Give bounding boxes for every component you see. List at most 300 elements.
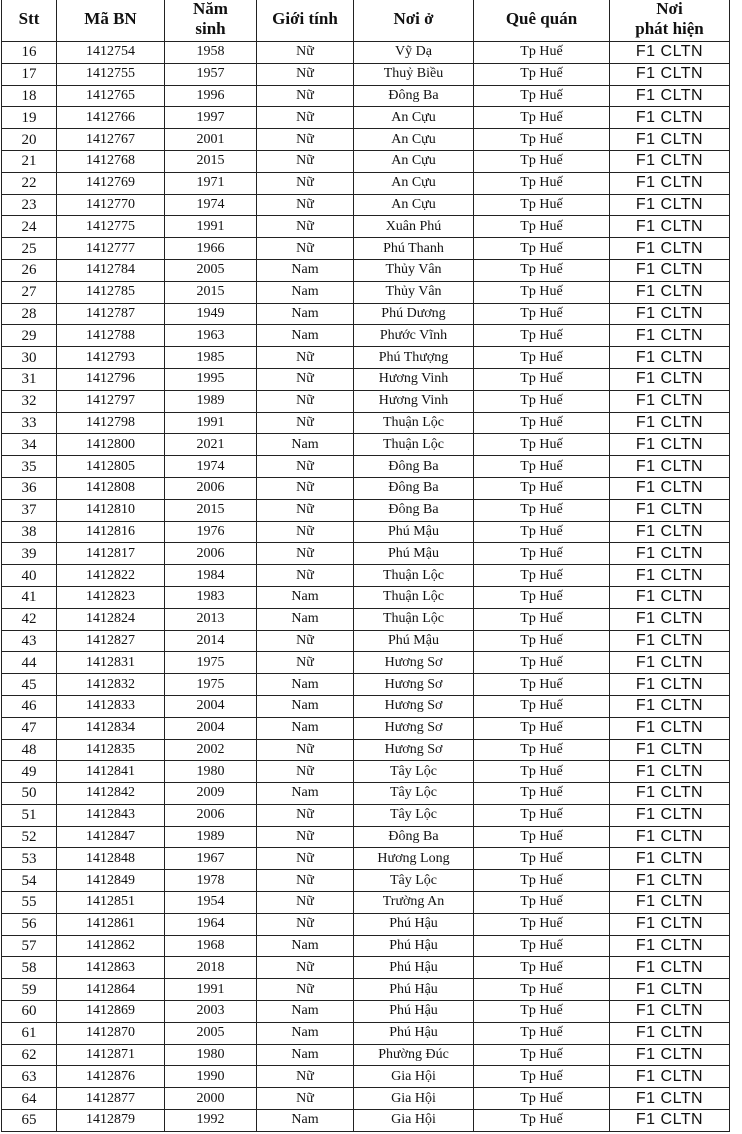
- table-header: [2, 0, 730, 42]
- cell-nam-sinh: 1992: [165, 1110, 257, 1132]
- cell-noi-phat-hien: F1 CLTN: [610, 238, 730, 260]
- cell-noi-o: Thuận Lộc: [354, 586, 474, 608]
- cell-ma-bn: 1412823: [57, 586, 165, 608]
- cell-que-quan: Tp Huế: [474, 608, 610, 630]
- cell-noi-phat-hien: F1 CLTN: [610, 63, 730, 85]
- cell-ma-bn: 1412877: [57, 1088, 165, 1110]
- table-row: [2, 1088, 730, 1110]
- table-row: [2, 368, 730, 390]
- cell-stt: 39: [2, 543, 57, 565]
- cell-noi-o: Đông Ba: [354, 499, 474, 521]
- cell-gioi-tinh: Nữ: [257, 456, 354, 478]
- cell-stt: 62: [2, 1044, 57, 1066]
- cell-nam-sinh: 1985: [165, 347, 257, 369]
- cell-noi-o: Phú Thanh: [354, 238, 474, 260]
- cell-gioi-tinh: Nữ: [257, 63, 354, 85]
- cell-que-quan: Tp Huế: [474, 957, 610, 979]
- cell-stt: 64: [2, 1088, 57, 1110]
- cell-nam-sinh: 1957: [165, 63, 257, 85]
- table-row: [2, 870, 730, 892]
- cell-que-quan: Tp Huế: [474, 586, 610, 608]
- cell-ma-bn: 1412817: [57, 543, 165, 565]
- table-row: [2, 935, 730, 957]
- cell-noi-phat-hien: F1 CLTN: [610, 739, 730, 761]
- cell-stt: 40: [2, 565, 57, 587]
- cell-que-quan: Tp Huế: [474, 194, 610, 216]
- table-row: [2, 42, 730, 64]
- cell-stt: 61: [2, 1022, 57, 1044]
- cell-ma-bn: 1412775: [57, 216, 165, 238]
- cell-stt: 21: [2, 150, 57, 172]
- cell-stt: 43: [2, 630, 57, 652]
- cell-stt: 41: [2, 586, 57, 608]
- cell-noi-o: Thủy Vân: [354, 281, 474, 303]
- cell-nam-sinh: 1991: [165, 216, 257, 238]
- cell-que-quan: Tp Huế: [474, 1110, 610, 1132]
- cell-que-quan: Tp Huế: [474, 390, 610, 412]
- cell-gioi-tinh: Nữ: [257, 521, 354, 543]
- cell-noi-o: Vỹ Dạ: [354, 42, 474, 64]
- table-row: [2, 521, 730, 543]
- cell-gioi-tinh: Nữ: [257, 652, 354, 674]
- cell-stt: 58: [2, 957, 57, 979]
- cell-nam-sinh: 1964: [165, 913, 257, 935]
- cell-nam-sinh: 1989: [165, 826, 257, 848]
- cell-noi-phat-hien: F1 CLTN: [610, 1044, 730, 1066]
- cell-gioi-tinh: Nữ: [257, 1066, 354, 1088]
- header-noi-phat-hien-line1: Nơi: [656, 0, 683, 18]
- cell-que-quan: Tp Huế: [474, 325, 610, 347]
- cell-noi-o: Phước Vĩnh: [354, 325, 474, 347]
- cell-noi-phat-hien: F1 CLTN: [610, 935, 730, 957]
- header-nam-sinh: [165, 0, 257, 42]
- cell-stt: 25: [2, 238, 57, 260]
- cell-noi-phat-hien: F1 CLTN: [610, 456, 730, 478]
- cell-que-quan: Tp Huế: [474, 129, 610, 151]
- cell-ma-bn: 1412824: [57, 608, 165, 630]
- cell-ma-bn: 1412784: [57, 259, 165, 281]
- cell-noi-o: Tây Lộc: [354, 870, 474, 892]
- cell-noi-phat-hien: F1 CLTN: [610, 477, 730, 499]
- cell-nam-sinh: 1984: [165, 565, 257, 587]
- cell-ma-bn: 1412765: [57, 85, 165, 107]
- cell-ma-bn: 1412770: [57, 194, 165, 216]
- cell-noi-o: Phú Mậu: [354, 521, 474, 543]
- cell-que-quan: Tp Huế: [474, 892, 610, 914]
- cell-gioi-tinh: Nữ: [257, 107, 354, 129]
- cell-stt: 18: [2, 85, 57, 107]
- cell-gioi-tinh: Nữ: [257, 390, 354, 412]
- cell-nam-sinh: 2001: [165, 129, 257, 151]
- cell-que-quan: Tp Huế: [474, 1001, 610, 1023]
- cell-stt: 29: [2, 325, 57, 347]
- cell-stt: 23: [2, 194, 57, 216]
- cell-que-quan: Tp Huế: [474, 259, 610, 281]
- cell-gioi-tinh: Nam: [257, 259, 354, 281]
- table-row: [2, 390, 730, 412]
- cell-noi-o: Phú Hậu: [354, 957, 474, 979]
- cell-que-quan: Tp Huế: [474, 1066, 610, 1088]
- cell-stt: 46: [2, 695, 57, 717]
- table-row: [2, 979, 730, 1001]
- cell-gioi-tinh: Nữ: [257, 739, 354, 761]
- cell-noi-o: Hương Sơ: [354, 652, 474, 674]
- cell-stt: 38: [2, 521, 57, 543]
- cell-noi-phat-hien: F1 CLTN: [610, 521, 730, 543]
- cell-noi-phat-hien: F1 CLTN: [610, 368, 730, 390]
- cell-noi-phat-hien: F1 CLTN: [610, 695, 730, 717]
- cell-stt: 22: [2, 172, 57, 194]
- cell-ma-bn: 1412767: [57, 129, 165, 151]
- cell-gioi-tinh: Nữ: [257, 870, 354, 892]
- cell-gioi-tinh: Nữ: [257, 892, 354, 914]
- cell-que-quan: Tp Huế: [474, 652, 610, 674]
- cell-que-quan: Tp Huế: [474, 368, 610, 390]
- cell-noi-o: Hương Sơ: [354, 695, 474, 717]
- cell-noi-o: Gia Hội: [354, 1066, 474, 1088]
- cell-gioi-tinh: Nữ: [257, 979, 354, 1001]
- cell-stt: 57: [2, 935, 57, 957]
- header-nam-sinh-line2: sinh: [195, 19, 226, 38]
- cell-gioi-tinh: Nữ: [257, 630, 354, 652]
- cell-que-quan: Tp Huế: [474, 434, 610, 456]
- cell-gioi-tinh: Nữ: [257, 129, 354, 151]
- cell-noi-o: Đông Ba: [354, 456, 474, 478]
- header-noi-o: Nơi ở: [354, 0, 474, 42]
- cell-stt: 31: [2, 368, 57, 390]
- cell-noi-phat-hien: F1 CLTN: [610, 303, 730, 325]
- cell-ma-bn: 1412849: [57, 870, 165, 892]
- cell-que-quan: Tp Huế: [474, 303, 610, 325]
- table-row: [2, 129, 730, 151]
- cell-gioi-tinh: Nam: [257, 674, 354, 696]
- table-row: [2, 259, 730, 281]
- cell-noi-o: Thủy Vân: [354, 259, 474, 281]
- cell-ma-bn: 1412808: [57, 477, 165, 499]
- cell-gioi-tinh: Nữ: [257, 216, 354, 238]
- cell-ma-bn: 1412805: [57, 456, 165, 478]
- cell-noi-phat-hien: F1 CLTN: [610, 412, 730, 434]
- cell-stt: 30: [2, 347, 57, 369]
- cell-stt: 20: [2, 129, 57, 151]
- cell-que-quan: Tp Huế: [474, 674, 610, 696]
- cell-noi-phat-hien: F1 CLTN: [610, 783, 730, 805]
- cell-nam-sinh: 2006: [165, 477, 257, 499]
- cell-ma-bn: 1412798: [57, 412, 165, 434]
- table-row: [2, 347, 730, 369]
- cell-noi-phat-hien: F1 CLTN: [610, 630, 730, 652]
- cell-noi-phat-hien: F1 CLTN: [610, 1110, 730, 1132]
- cell-gioi-tinh: Nữ: [257, 412, 354, 434]
- table-row: [2, 717, 730, 739]
- cell-noi-o: Phú Mậu: [354, 630, 474, 652]
- cell-ma-bn: 1412847: [57, 826, 165, 848]
- table-row: [2, 238, 730, 260]
- cell-noi-o: Phú Thượng: [354, 347, 474, 369]
- cell-nam-sinh: 2021: [165, 434, 257, 456]
- cell-gioi-tinh: Nam: [257, 1001, 354, 1023]
- cell-que-quan: Tp Huế: [474, 979, 610, 1001]
- cell-gioi-tinh: Nữ: [257, 85, 354, 107]
- cell-que-quan: Tp Huế: [474, 630, 610, 652]
- cell-que-quan: Tp Huế: [474, 238, 610, 260]
- cell-stt: 34: [2, 434, 57, 456]
- cell-noi-phat-hien: F1 CLTN: [610, 957, 730, 979]
- table-row: [2, 804, 730, 826]
- cell-ma-bn: 1412848: [57, 848, 165, 870]
- cell-noi-phat-hien: F1 CLTN: [610, 499, 730, 521]
- cell-noi-phat-hien: F1 CLTN: [610, 434, 730, 456]
- table-row: [2, 630, 730, 652]
- cell-gioi-tinh: Nữ: [257, 848, 354, 870]
- cell-noi-phat-hien: F1 CLTN: [610, 259, 730, 281]
- cell-noi-phat-hien: F1 CLTN: [610, 172, 730, 194]
- cell-nam-sinh: 1968: [165, 935, 257, 957]
- table-body: [2, 42, 730, 1132]
- table-row: [2, 652, 730, 674]
- cell-noi-phat-hien: F1 CLTN: [610, 543, 730, 565]
- cell-stt: 49: [2, 761, 57, 783]
- cell-gioi-tinh: Nam: [257, 717, 354, 739]
- cell-que-quan: Tp Huế: [474, 848, 610, 870]
- cell-ma-bn: 1412797: [57, 390, 165, 412]
- cell-stt: 52: [2, 826, 57, 848]
- cell-que-quan: Tp Huế: [474, 150, 610, 172]
- cell-gioi-tinh: Nam: [257, 695, 354, 717]
- cell-que-quan: Tp Huế: [474, 63, 610, 85]
- cell-nam-sinh: 1967: [165, 848, 257, 870]
- cell-gioi-tinh: Nam: [257, 586, 354, 608]
- cell-stt: 16: [2, 42, 57, 64]
- cell-stt: 51: [2, 804, 57, 826]
- header-que-quan: Quê quán: [474, 0, 610, 42]
- table-row: [2, 216, 730, 238]
- header-gioi-tinh: Giới tính: [257, 0, 354, 42]
- cell-noi-o: An Cựu: [354, 172, 474, 194]
- cell-noi-phat-hien: F1 CLTN: [610, 347, 730, 369]
- table-row: [2, 107, 730, 129]
- table-row: [2, 499, 730, 521]
- cell-que-quan: Tp Huế: [474, 935, 610, 957]
- cell-noi-phat-hien: F1 CLTN: [610, 129, 730, 151]
- table-row: [2, 85, 730, 107]
- cell-que-quan: Tp Huế: [474, 913, 610, 935]
- cell-ma-bn: 1412832: [57, 674, 165, 696]
- cell-nam-sinh: 2015: [165, 499, 257, 521]
- cell-noi-o: Phú Hậu: [354, 935, 474, 957]
- cell-stt: 55: [2, 892, 57, 914]
- cell-noi-o: Thuận Lộc: [354, 608, 474, 630]
- cell-nam-sinh: 1976: [165, 521, 257, 543]
- cell-gioi-tinh: Nam: [257, 1110, 354, 1132]
- cell-noi-phat-hien: F1 CLTN: [610, 1022, 730, 1044]
- cell-noi-phat-hien: F1 CLTN: [610, 1088, 730, 1110]
- cell-nam-sinh: 1980: [165, 761, 257, 783]
- cell-nam-sinh: 1966: [165, 238, 257, 260]
- cell-nam-sinh: 1954: [165, 892, 257, 914]
- cell-ma-bn: 1412851: [57, 892, 165, 914]
- cell-noi-phat-hien: F1 CLTN: [610, 107, 730, 129]
- header-stt: Stt: [2, 0, 57, 42]
- cell-noi-phat-hien: F1 CLTN: [610, 608, 730, 630]
- cell-stt: 45: [2, 674, 57, 696]
- cell-noi-o: Thuỷ Biều: [354, 63, 474, 85]
- cell-que-quan: Tp Huế: [474, 1022, 610, 1044]
- cell-nam-sinh: 2006: [165, 543, 257, 565]
- cell-gioi-tinh: Nữ: [257, 957, 354, 979]
- cell-nam-sinh: 2004: [165, 695, 257, 717]
- table-row: [2, 172, 730, 194]
- cell-noi-phat-hien: F1 CLTN: [610, 586, 730, 608]
- cell-noi-phat-hien: F1 CLTN: [610, 565, 730, 587]
- cell-stt: 17: [2, 63, 57, 85]
- cell-noi-o: Hương Long: [354, 848, 474, 870]
- table-row: [2, 565, 730, 587]
- cell-nam-sinh: 2004: [165, 717, 257, 739]
- cell-que-quan: Tp Huế: [474, 695, 610, 717]
- cell-gioi-tinh: Nữ: [257, 172, 354, 194]
- cell-noi-phat-hien: F1 CLTN: [610, 848, 730, 870]
- cell-que-quan: Tp Huế: [474, 477, 610, 499]
- cell-que-quan: Tp Huế: [474, 347, 610, 369]
- cell-noi-phat-hien: F1 CLTN: [610, 979, 730, 1001]
- cell-gioi-tinh: Nam: [257, 608, 354, 630]
- table-row: [2, 434, 730, 456]
- cell-noi-o: Phường Đúc: [354, 1044, 474, 1066]
- table-row: [2, 325, 730, 347]
- cell-gioi-tinh: Nam: [257, 1022, 354, 1044]
- cell-stt: 60: [2, 1001, 57, 1023]
- cell-nam-sinh: 2013: [165, 608, 257, 630]
- cell-ma-bn: 1412787: [57, 303, 165, 325]
- cell-ma-bn: 1412816: [57, 521, 165, 543]
- cell-stt: 42: [2, 608, 57, 630]
- header-row: [2, 0, 730, 42]
- table-row: [2, 826, 730, 848]
- cell-stt: 48: [2, 739, 57, 761]
- cell-que-quan: Tp Huế: [474, 521, 610, 543]
- cell-nam-sinh: 1974: [165, 456, 257, 478]
- cell-stt: 44: [2, 652, 57, 674]
- cell-noi-phat-hien: F1 CLTN: [610, 652, 730, 674]
- cell-nam-sinh: 2003: [165, 1001, 257, 1023]
- cell-ma-bn: 1412870: [57, 1022, 165, 1044]
- cell-nam-sinh: 1991: [165, 979, 257, 1001]
- cell-nam-sinh: 1971: [165, 172, 257, 194]
- cell-que-quan: Tp Huế: [474, 499, 610, 521]
- cell-noi-phat-hien: F1 CLTN: [610, 826, 730, 848]
- cell-que-quan: Tp Huế: [474, 1088, 610, 1110]
- cell-noi-phat-hien: F1 CLTN: [610, 1001, 730, 1023]
- cell-ma-bn: 1412769: [57, 172, 165, 194]
- table-row: [2, 695, 730, 717]
- cell-nam-sinh: 1958: [165, 42, 257, 64]
- cell-nam-sinh: 2006: [165, 804, 257, 826]
- cell-ma-bn: 1412766: [57, 107, 165, 129]
- cell-noi-phat-hien: F1 CLTN: [610, 717, 730, 739]
- cell-stt: 56: [2, 913, 57, 935]
- cell-noi-o: An Cựu: [354, 129, 474, 151]
- cell-gioi-tinh: Nữ: [257, 499, 354, 521]
- cell-nam-sinh: 1983: [165, 586, 257, 608]
- table-row: [2, 957, 730, 979]
- cell-gioi-tinh: Nữ: [257, 761, 354, 783]
- cell-gioi-tinh: Nam: [257, 303, 354, 325]
- cell-que-quan: Tp Huế: [474, 456, 610, 478]
- cell-nam-sinh: 1963: [165, 325, 257, 347]
- cell-gioi-tinh: Nữ: [257, 477, 354, 499]
- cell-ma-bn: 1412777: [57, 238, 165, 260]
- cell-ma-bn: 1412793: [57, 347, 165, 369]
- cell-gioi-tinh: Nữ: [257, 347, 354, 369]
- cell-noi-phat-hien: F1 CLTN: [610, 216, 730, 238]
- cell-ma-bn: 1412879: [57, 1110, 165, 1132]
- cell-gioi-tinh: Nữ: [257, 42, 354, 64]
- table-row: [2, 848, 730, 870]
- cell-nam-sinh: 2015: [165, 150, 257, 172]
- cell-noi-phat-hien: F1 CLTN: [610, 761, 730, 783]
- cell-ma-bn: 1412788: [57, 325, 165, 347]
- cell-noi-o: An Cựu: [354, 150, 474, 172]
- cell-ma-bn: 1412810: [57, 499, 165, 521]
- cell-noi-o: Gia Hội: [354, 1088, 474, 1110]
- cell-ma-bn: 1412835: [57, 739, 165, 761]
- cell-noi-o: Tây Lộc: [354, 761, 474, 783]
- cell-noi-o: Hương Sơ: [354, 739, 474, 761]
- cell-noi-phat-hien: F1 CLTN: [610, 325, 730, 347]
- cell-nam-sinh: 1974: [165, 194, 257, 216]
- cell-nam-sinh: 2015: [165, 281, 257, 303]
- cell-noi-o: Phú Hậu: [354, 1022, 474, 1044]
- cell-ma-bn: 1412843: [57, 804, 165, 826]
- cell-nam-sinh: 1978: [165, 870, 257, 892]
- table-row: [2, 674, 730, 696]
- cell-ma-bn: 1412754: [57, 42, 165, 64]
- cell-que-quan: Tp Huế: [474, 412, 610, 434]
- cell-noi-o: Tây Lộc: [354, 783, 474, 805]
- cell-que-quan: Tp Huế: [474, 826, 610, 848]
- cell-noi-o: Phú Hậu: [354, 913, 474, 935]
- table-row: [2, 1110, 730, 1132]
- cell-noi-phat-hien: F1 CLTN: [610, 913, 730, 935]
- cell-noi-phat-hien: F1 CLTN: [610, 1066, 730, 1088]
- cell-nam-sinh: 2009: [165, 783, 257, 805]
- cell-noi-o: An Cựu: [354, 107, 474, 129]
- cell-stt: 24: [2, 216, 57, 238]
- table-row: [2, 456, 730, 478]
- cell-noi-o: Đông Ba: [354, 477, 474, 499]
- cell-que-quan: Tp Huế: [474, 739, 610, 761]
- table-row: [2, 150, 730, 172]
- cell-gioi-tinh: Nam: [257, 1044, 354, 1066]
- cell-nam-sinh: 1997: [165, 107, 257, 129]
- patient-table: [1, 0, 730, 1132]
- cell-gioi-tinh: Nữ: [257, 543, 354, 565]
- table-row: [2, 281, 730, 303]
- cell-stt: 53: [2, 848, 57, 870]
- cell-stt: 35: [2, 456, 57, 478]
- cell-nam-sinh: 2005: [165, 1022, 257, 1044]
- table-row: [2, 608, 730, 630]
- cell-gioi-tinh: Nam: [257, 783, 354, 805]
- cell-noi-phat-hien: F1 CLTN: [610, 390, 730, 412]
- cell-que-quan: Tp Huế: [474, 1044, 610, 1066]
- table-row: [2, 412, 730, 434]
- cell-ma-bn: 1412842: [57, 783, 165, 805]
- cell-que-quan: Tp Huế: [474, 42, 610, 64]
- cell-ma-bn: 1412785: [57, 281, 165, 303]
- cell-stt: 65: [2, 1110, 57, 1132]
